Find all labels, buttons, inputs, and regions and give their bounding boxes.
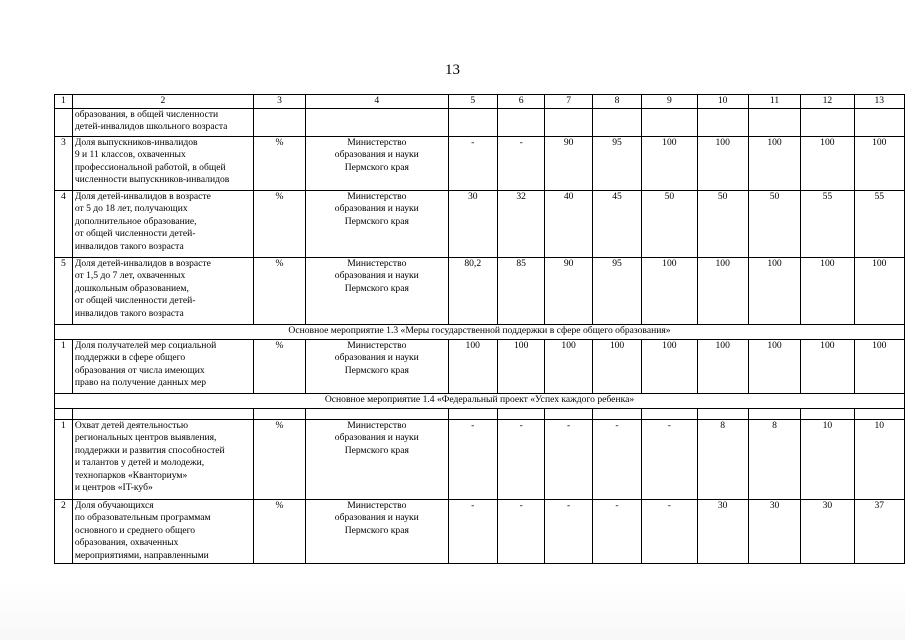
- section-title: Основное мероприятие 1.4 «Федеральный проект «Успех каждого ребенка»: [55, 393, 905, 408]
- value-cell: 30: [448, 190, 497, 257]
- value-cell: 50: [697, 190, 748, 257]
- unit-cell: %: [253, 190, 305, 257]
- empty-cell: [697, 408, 748, 419]
- value-cell: -: [448, 136, 497, 190]
- value-cell: 100: [854, 339, 904, 393]
- section-row: [55, 324, 905, 339]
- indicator-name: Доля получателей мер социальной поддержки в сфере общего образования от числа имеющих право на получение данных мер: [72, 339, 253, 393]
- row-number: 1: [55, 339, 73, 393]
- value-cell: 45: [592, 190, 641, 257]
- value-cell: -: [448, 499, 497, 563]
- value-cell: -: [545, 499, 592, 563]
- header-cell: 9: [642, 95, 697, 109]
- value-cell: 100: [697, 257, 748, 324]
- header-cell: 6: [497, 95, 544, 109]
- indicator-name: образования, в общей численности детей-инвалидов школьного возраста: [72, 108, 253, 136]
- value-cell: [545, 108, 592, 136]
- value-cell: [697, 108, 748, 136]
- value-cell: -: [497, 419, 544, 499]
- header-cell: 1: [55, 95, 73, 109]
- header-cell: 4: [306, 95, 448, 109]
- value-cell: [642, 108, 697, 136]
- executor-cell: Министерство образования и науки Пермского края: [306, 419, 448, 499]
- value-cell: 100: [642, 339, 697, 393]
- section-row: [55, 393, 905, 408]
- value-cell: [592, 108, 641, 136]
- value-cell: 8: [748, 419, 800, 499]
- empty-cell: [642, 408, 697, 419]
- value-cell: [801, 108, 854, 136]
- value-cell: -: [545, 419, 592, 499]
- executor-cell: Министерство образования и науки Пермского края: [306, 257, 448, 324]
- unit-cell: %: [253, 419, 305, 499]
- value-cell: -: [642, 419, 697, 499]
- table-row: [55, 499, 905, 563]
- empty-cell: [55, 408, 73, 419]
- value-cell: 90: [545, 257, 592, 324]
- table-row: [55, 108, 905, 136]
- row-number: 4: [55, 190, 73, 257]
- indicator-name: Доля выпускников-инвалидов 9 и 11 классов, охваченных профессиональной работой, в общей численности выпускников-инвалидов: [72, 136, 253, 190]
- value-cell: 100: [748, 136, 800, 190]
- empty-cell: [497, 408, 544, 419]
- value-cell: 100: [697, 339, 748, 393]
- header-cell: 10: [697, 95, 748, 109]
- table-body: [55, 95, 905, 564]
- unit-cell: %: [253, 339, 305, 393]
- header-cell: 3: [253, 95, 305, 109]
- value-cell: 100: [642, 136, 697, 190]
- table-row: [55, 257, 905, 324]
- indicator-name: Охват детей деятельностью региональных центров выявления, поддержки и развития способностей и талантов у детей и молодежи, технопарков «Кванториум» и центров «IT-куб»: [72, 419, 253, 499]
- executor-cell: Министерство образования и науки Пермского края: [306, 499, 448, 563]
- value-cell: -: [497, 136, 544, 190]
- value-cell: -: [592, 419, 641, 499]
- row-number: 5: [55, 257, 73, 324]
- empty-cell: [592, 408, 641, 419]
- header-cell: 11: [748, 95, 800, 109]
- empty-cell: [253, 408, 305, 419]
- executor-cell: [306, 108, 448, 136]
- table-row: [55, 419, 905, 499]
- row-number: 1: [55, 419, 73, 499]
- header-cell: 7: [545, 95, 592, 109]
- empty-cell: [306, 408, 448, 419]
- value-cell: 37: [854, 499, 904, 563]
- value-cell: -: [497, 499, 544, 563]
- spacer-row: [55, 408, 905, 419]
- row-number: [55, 108, 73, 136]
- value-cell: -: [642, 499, 697, 563]
- header-cell: 12: [801, 95, 854, 109]
- value-cell: [854, 108, 904, 136]
- value-cell: 90: [545, 136, 592, 190]
- unit-cell: %: [253, 257, 305, 324]
- value-cell: 50: [748, 190, 800, 257]
- row-number: 2: [55, 499, 73, 563]
- executor-cell: Министерство образования и науки Пермского края: [306, 190, 448, 257]
- page-edge-shadow: [0, 580, 905, 640]
- value-cell: 100: [592, 339, 641, 393]
- header-cell: 5: [448, 95, 497, 109]
- value-cell: 30: [748, 499, 800, 563]
- empty-cell: [801, 408, 854, 419]
- value-cell: 8: [697, 419, 748, 499]
- value-cell: 95: [592, 257, 641, 324]
- value-cell: 10: [854, 419, 904, 499]
- empty-cell: [448, 408, 497, 419]
- value-cell: 100: [801, 339, 854, 393]
- header-cell: 2: [72, 95, 253, 109]
- empty-cell: [545, 408, 592, 419]
- value-cell: 32: [497, 190, 544, 257]
- value-cell: 100: [801, 257, 854, 324]
- value-cell: 100: [748, 339, 800, 393]
- value-cell: 55: [854, 190, 904, 257]
- executor-cell: Министерство образования и науки Пермского края: [306, 136, 448, 190]
- indicator-name: Доля детей-инвалидов в возрасте от 5 до 18 лет, получающих дополнительное образование, от общей численности детей- инвалидов такого возраста: [72, 190, 253, 257]
- section-title: Основное мероприятие 1.3 «Меры государственной поддержки в сфере общего образования»: [55, 324, 905, 339]
- value-cell: 100: [854, 136, 904, 190]
- value-cell: 85: [497, 257, 544, 324]
- value-cell: 100: [697, 136, 748, 190]
- empty-cell: [748, 408, 800, 419]
- unit-cell: %: [253, 136, 305, 190]
- value-cell: 80,2: [448, 257, 497, 324]
- executor-cell: Министерство образования и науки Пермского края: [306, 339, 448, 393]
- value-cell: -: [448, 419, 497, 499]
- value-cell: 30: [697, 499, 748, 563]
- value-cell: [497, 108, 544, 136]
- value-cell: 55: [801, 190, 854, 257]
- value-cell: [448, 108, 497, 136]
- value-cell: 95: [592, 136, 641, 190]
- value-cell: 100: [748, 257, 800, 324]
- value-cell: 100: [545, 339, 592, 393]
- value-cell: 10: [801, 419, 854, 499]
- table-row: [55, 339, 905, 393]
- page-number: 13: [445, 62, 460, 78]
- value-cell: [748, 108, 800, 136]
- value-cell: 50: [642, 190, 697, 257]
- unit-cell: %: [253, 499, 305, 563]
- value-cell: -: [592, 499, 641, 563]
- value-cell: 40: [545, 190, 592, 257]
- value-cell: 30: [801, 499, 854, 563]
- indicator-name: Доля обучающихся по образовательным программам основного и среднего общего образования, охваченных мероприятиями, направленными: [72, 499, 253, 563]
- table-row: [55, 190, 905, 257]
- indicators-table: [54, 94, 905, 564]
- header-cell: 13: [854, 95, 904, 109]
- value-cell: 100: [497, 339, 544, 393]
- value-cell: 100: [448, 339, 497, 393]
- indicator-name: Доля детей-инвалидов в возрасте от 1,5 до 7 лет, охваченных дошкольным образованием, от общей численности детей- инвалидов такого возраста: [72, 257, 253, 324]
- unit-cell: [253, 108, 305, 136]
- empty-cell: [854, 408, 904, 419]
- value-cell: 100: [854, 257, 904, 324]
- row-number: 3: [55, 136, 73, 190]
- value-cell: 100: [642, 257, 697, 324]
- header-row: [55, 95, 905, 109]
- header-cell: 8: [592, 95, 641, 109]
- empty-cell: [72, 408, 253, 419]
- value-cell: 100: [801, 136, 854, 190]
- table-row: [55, 136, 905, 190]
